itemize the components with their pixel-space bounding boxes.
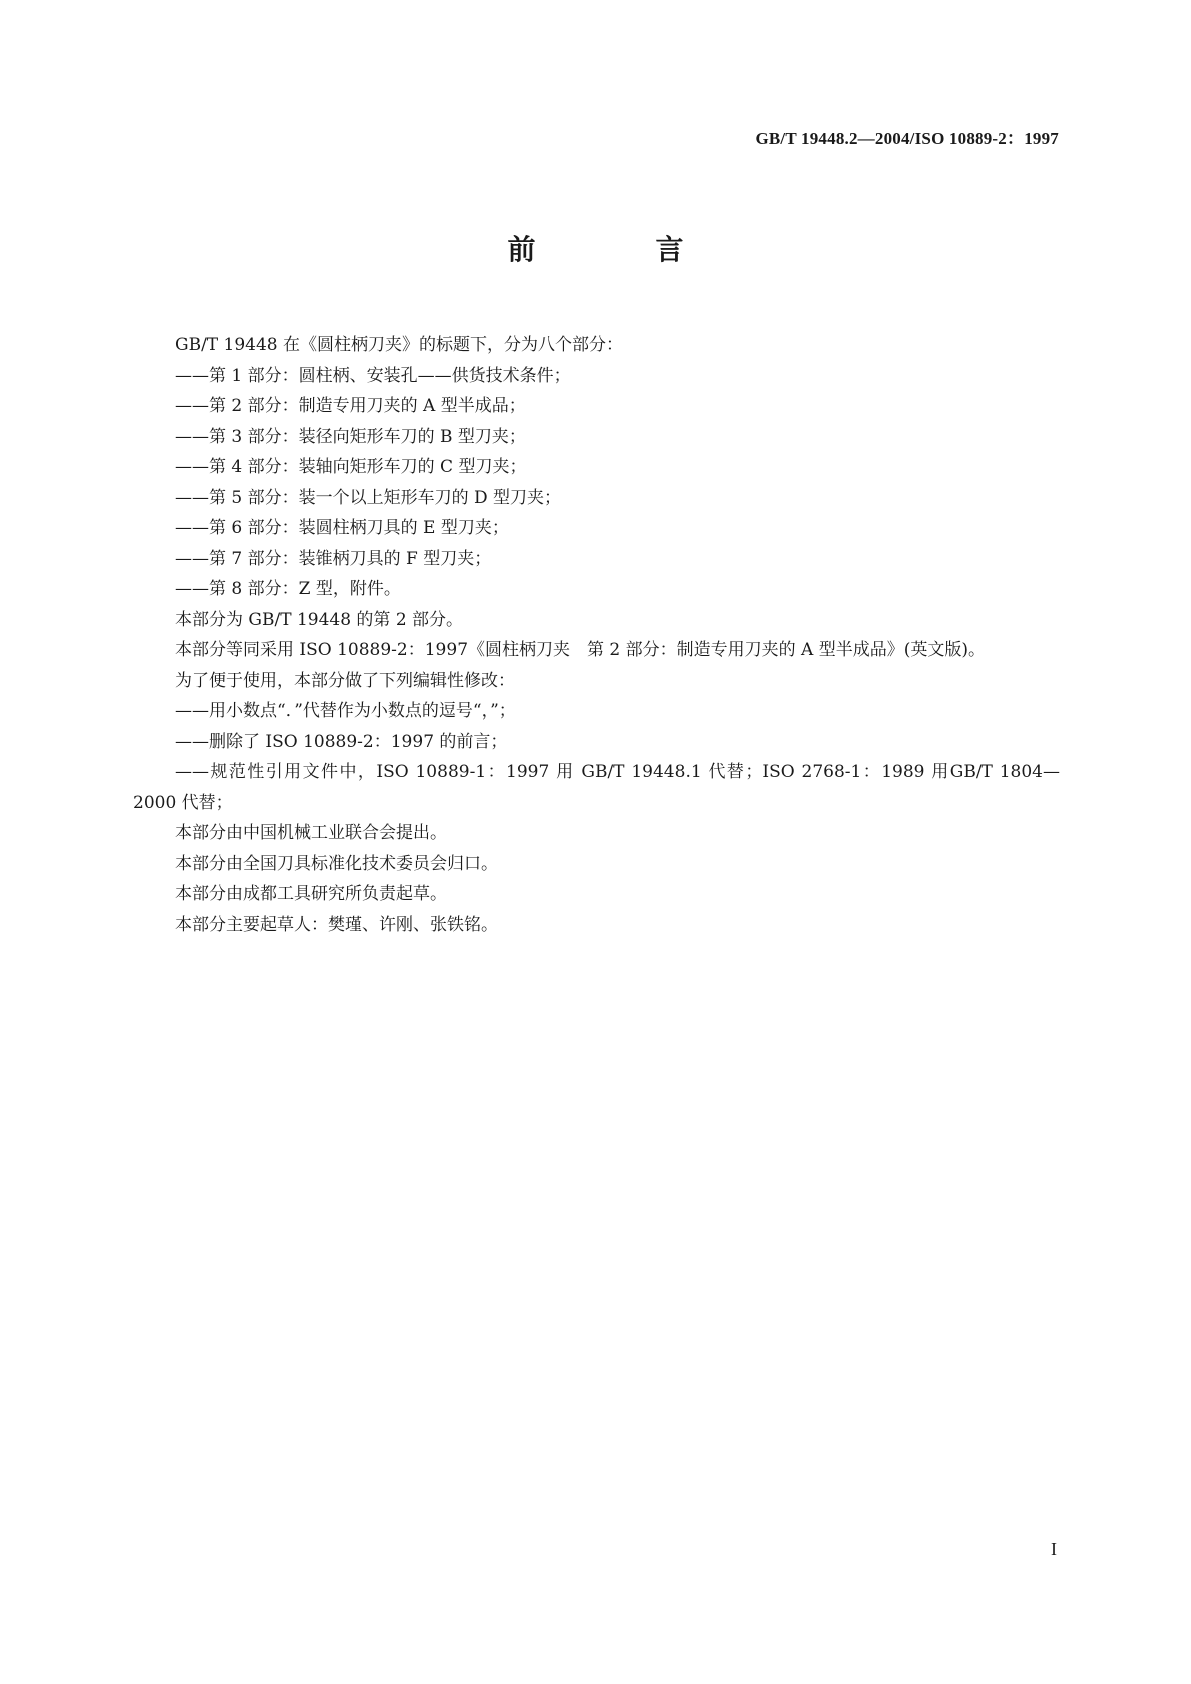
list-item-part-1: ——第 1 部分：圆柱柄、安装孔——供货技术条件； xyxy=(175,365,571,386)
foreword-body xyxy=(133,330,1060,940)
paragraph-edits-intro: 为了便于使用，本部分做了下列编辑性修改： xyxy=(175,670,515,691)
paragraph-scope: 本部分为 GB/T 19448 的第 2 部分。 xyxy=(175,609,464,630)
list-item-edit-1: ——用小数点“．”代替作为小数点的逗号“，”； xyxy=(175,701,516,721)
paragraph-administrator: 本部分由全国刀具标准化技术委员会归口。 xyxy=(175,853,498,874)
list-item-part-7: ——第 7 部分：装锥柄刀具的 F 型刀夹； xyxy=(175,548,492,569)
paragraph-drafters: 本部分主要起草人：樊瑾、许刚、张铁铭。 xyxy=(175,914,498,935)
list-item-edit-3: ——规范性引用文件中，ISO 10889-1：1997 用 GB/T 19448.1 代替；ISO 2768-1：1989 用GB/T 1804—2000 代替； xyxy=(133,762,1060,813)
standard-number-header: GB/T 19448.2—2004/ISO 10889-2：1997 xyxy=(755,129,1059,148)
list-item-part-8: ——第 8 部分：Z 型，附件。 xyxy=(175,579,401,599)
list-item-part-5: ——第 5 部分：装一个以上矩形车刀的 D 型刀夹； xyxy=(175,487,562,508)
paragraph-intro: GB/T 19448 在《圆柱柄刀夹》的标题下，分为八个部分： xyxy=(175,335,624,355)
page-number: I xyxy=(1051,1539,1057,1559)
list-item-part-3: ——第 3 部分：装径向矩形车刀的 B 型刀夹； xyxy=(175,426,526,447)
paragraph-proposer: 本部分由中国机械工业联合会提出。 xyxy=(175,823,447,843)
list-item-part-2: ——第 2 部分：制造专用刀夹的 A 型半成品； xyxy=(175,396,526,416)
paragraph-drafting-unit: 本部分由成都工具研究所负责起草。 xyxy=(175,884,447,904)
list-item-part-4: ——第 4 部分：装轴向矩形车刀的 C 型刀夹； xyxy=(175,457,527,477)
list-item-part-6: ——第 6 部分：装圆柱柄刀具的 E 型刀夹； xyxy=(175,518,509,538)
list-item-edit-2: ——删除了 ISO 10889-2：1997 的前言； xyxy=(175,731,508,752)
paragraph-adoption: 本部分等同采用 ISO 10889-2：1997《圆柱柄刀夹 第 2 部分：制造专用刀夹的 A 型半成品》(英文版)。 xyxy=(175,640,985,660)
page-title: 前 言 xyxy=(507,233,730,266)
